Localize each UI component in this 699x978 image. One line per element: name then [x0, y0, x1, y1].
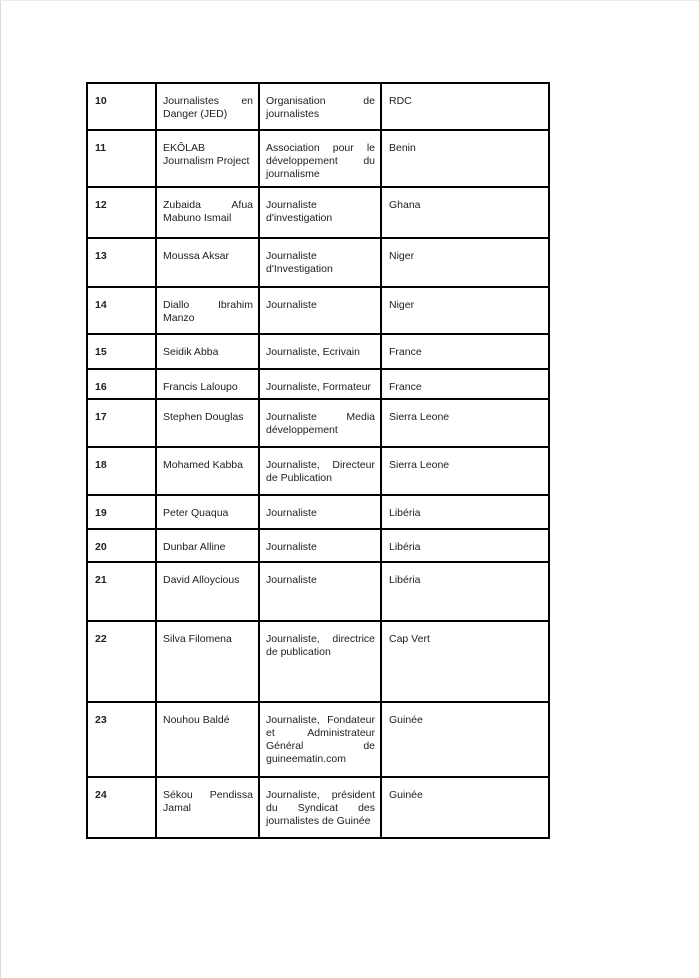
cell-number: 15	[87, 334, 156, 369]
cell-country: Benin	[381, 130, 549, 187]
cell-country: Cap Vert	[381, 621, 549, 702]
cell-country: Libéria	[381, 529, 549, 562]
cell-name: Moussa Aksar	[156, 238, 259, 287]
cell-name: Journalistes en Danger (JED)	[156, 83, 259, 130]
cell-country: Guinée	[381, 702, 549, 777]
table-row	[87, 334, 549, 369]
cell-role: Organisation de journalistes	[259, 83, 381, 130]
cell-role: Association pour le développement du journalisme	[259, 130, 381, 187]
table-row	[87, 702, 549, 777]
cell-role: Journaliste d'investigation	[259, 187, 381, 238]
cell-number: 24	[87, 777, 156, 838]
cell-country: Libéria	[381, 495, 549, 529]
table-row	[87, 562, 549, 621]
table-row	[87, 238, 549, 287]
cell-number: 21	[87, 562, 156, 621]
cell-number: 10	[87, 83, 156, 130]
table-row	[87, 529, 549, 562]
cell-name: Nouhou Baldé	[156, 702, 259, 777]
page-scan-edge-top	[0, 0, 699, 1]
cell-name: EKÔLAB Journalism Project	[156, 130, 259, 187]
cell-name: Zubaida Afua Mabuno Ismail	[156, 187, 259, 238]
cell-role: Journaliste	[259, 287, 381, 334]
cell-role: Journaliste, directrice de publication	[259, 621, 381, 702]
table-row	[87, 130, 549, 187]
cell-name: Dunbar Alline	[156, 529, 259, 562]
cell-number: 23	[87, 702, 156, 777]
cell-country: Libéria	[381, 562, 549, 621]
table-row	[87, 369, 549, 399]
cell-name: Diallo Ibrahim Manzo	[156, 287, 259, 334]
table-row	[87, 187, 549, 238]
cell-country: Niger	[381, 287, 549, 334]
table-row	[87, 495, 549, 529]
cell-number: 22	[87, 621, 156, 702]
cell-role: Journaliste, Fondateur et Administrateur Général de guineematin.com	[259, 702, 381, 777]
cell-role: Journaliste	[259, 529, 381, 562]
cell-number: 18	[87, 447, 156, 495]
cell-role: Journaliste Media développement	[259, 399, 381, 447]
cell-country: Guinée	[381, 777, 549, 838]
cell-country: Ghana	[381, 187, 549, 238]
cell-name: Mohamed Kabba	[156, 447, 259, 495]
cell-country: Niger	[381, 238, 549, 287]
cell-role: Journaliste, Formateur	[259, 369, 381, 399]
table-row	[87, 287, 549, 334]
cell-role: Journaliste	[259, 562, 381, 621]
cell-role: Journaliste, président du Syndicat des journalistes de Guinée	[259, 777, 381, 838]
table-row	[87, 621, 549, 702]
journalists-table-body	[87, 83, 549, 838]
cell-name: Silva Filomena	[156, 621, 259, 702]
cell-number: 13	[87, 238, 156, 287]
journalists-table	[86, 82, 550, 839]
cell-country: France	[381, 369, 549, 399]
cell-number: 14	[87, 287, 156, 334]
cell-number: 17	[87, 399, 156, 447]
cell-country: Sierra Leone	[381, 399, 549, 447]
cell-country: Sierra Leone	[381, 447, 549, 495]
cell-name: Francis Laloupo	[156, 369, 259, 399]
cell-number: 16	[87, 369, 156, 399]
cell-name: David Alloycious	[156, 562, 259, 621]
cell-number: 11	[87, 130, 156, 187]
cell-number: 20	[87, 529, 156, 562]
cell-role: Journaliste, Ecrivain	[259, 334, 381, 369]
cell-role: Journaliste d'Investigation	[259, 238, 381, 287]
cell-role: Journaliste, Directeur de Publication	[259, 447, 381, 495]
table-row	[87, 777, 549, 838]
cell-name: Stephen Douglas	[156, 399, 259, 447]
cell-number: 19	[87, 495, 156, 529]
cell-name: Sékou Pendissa Jamal	[156, 777, 259, 838]
table-row	[87, 447, 549, 495]
cell-country: France	[381, 334, 549, 369]
cell-role: Journaliste	[259, 495, 381, 529]
table-row	[87, 83, 549, 130]
cell-number: 12	[87, 187, 156, 238]
page-scan-edge-left	[0, 0, 1, 978]
table-row	[87, 399, 549, 447]
cell-country: RDC	[381, 83, 549, 130]
cell-name: Seidik Abba	[156, 334, 259, 369]
cell-name: Peter Quaqua	[156, 495, 259, 529]
